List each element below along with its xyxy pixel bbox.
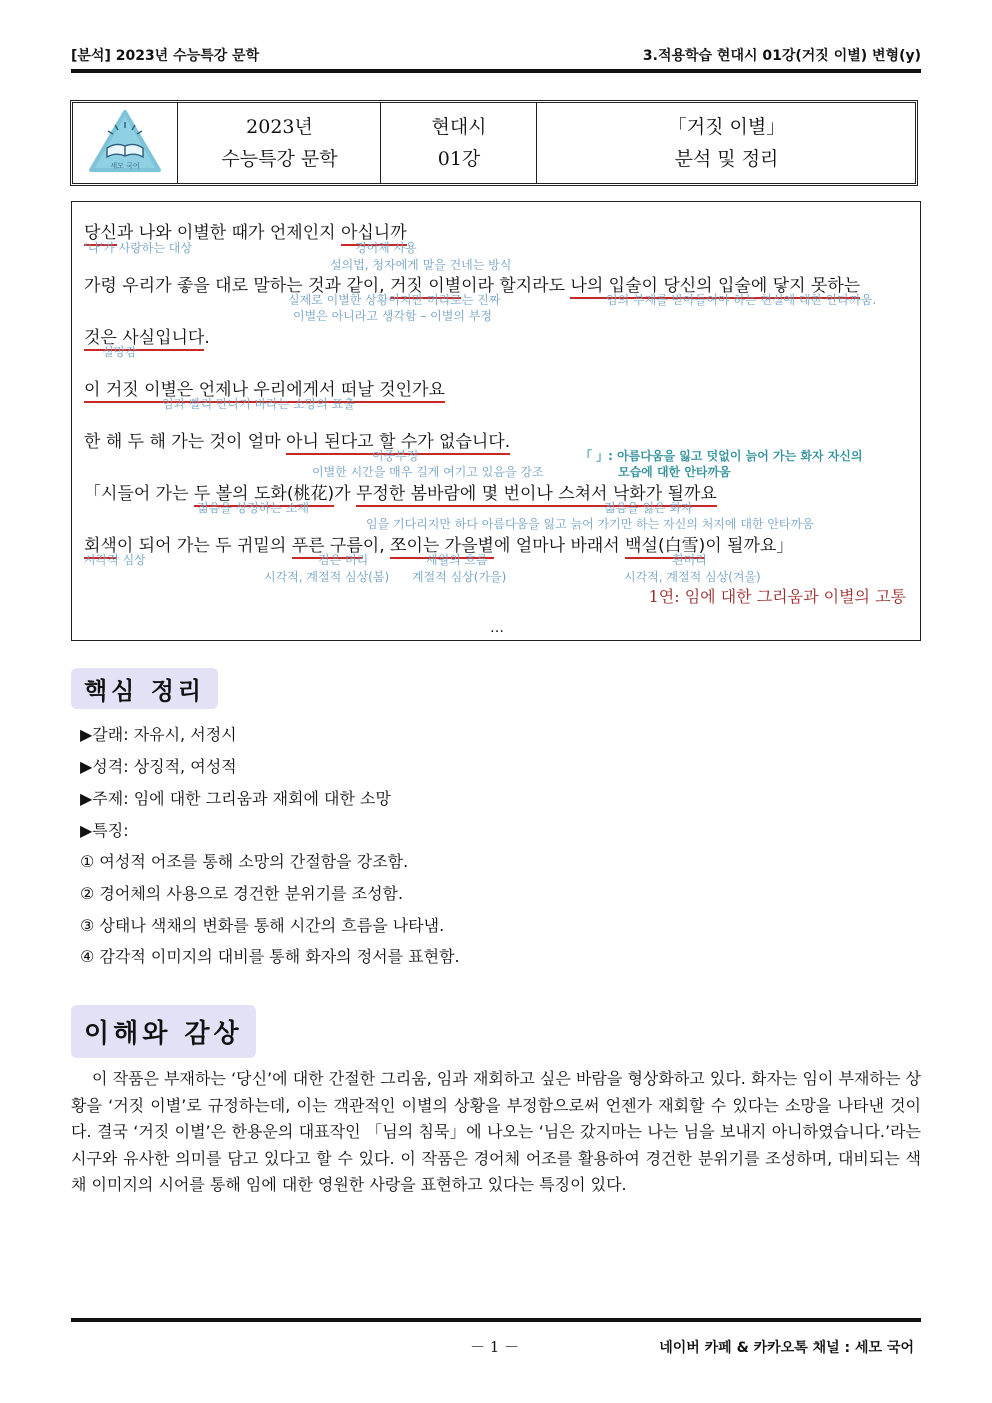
header-left: [분석] 2023년 수능특강 문학 <box>71 48 260 64</box>
poem-line-5: 한 해 두 해 가는 것이 얼마 아니 된다고 할 수가 없습니다. <box>84 427 510 452</box>
logo-cell <box>73 103 177 183</box>
core-item-theme: ▶주제: 임에 대한 그리움과 재회에 대한 소망 <box>80 789 391 808</box>
header-rule <box>71 69 921 73</box>
lesson-number: 01강 <box>437 148 481 170</box>
annotation: 실망감 <box>102 345 137 359</box>
annotation: ‘나’가 사랑하는 대상 <box>84 241 192 255</box>
annotation: 젊음을 상징하는 소재 <box>197 501 309 515</box>
page-number: － 1 － <box>470 1338 520 1356</box>
poem-line-7: 회색이 되어 가는 두 귀밑의 푸른 구름이, 쪼이는 가을볕에 얼마나 바래서 백설(白雪)이 될까요」 <box>84 531 793 556</box>
feature-item: ③ 상태나 색채의 변화를 통해 시간의 흐름을 나타냄. <box>80 916 445 935</box>
poem-line-4: 이 거짓 이별은 언제나 우리에게서 떠날 것인가요 <box>84 375 445 400</box>
work-subtitle: 분석 및 정리 <box>674 148 779 170</box>
stanza-summary: 1연: 임에 대한 그리움과 이별의 고통 <box>648 587 906 606</box>
book-year: 2023년 <box>246 116 313 138</box>
book-title-cell <box>177 103 381 183</box>
annotation: 시각적, 계절적 심상(겨울) <box>624 570 761 584</box>
core-item-character: ▶성격: 상징적, 여성적 <box>80 757 237 776</box>
core-item-features: ▶특징: <box>80 821 129 840</box>
poem-line-3: 것은 사실입니다. <box>84 323 210 348</box>
appreciation-section-title: 이해와 감상 <box>71 1005 256 1058</box>
annotation: 임을 기다리지만 하다 아름다움을 잃고 늙어 가기만 하는 자신의 처지에 대한 안타까움 <box>366 517 814 531</box>
annotation: 검은 머리 <box>318 553 369 567</box>
poem-line-1: 당신과 나와 이별한 때가 언제인지 아십니까 <box>84 218 407 243</box>
annotation: 임의 부재를 받아들여야 하는 현실에 대한 안타까움. <box>606 293 877 307</box>
poem-line-2: 가령 우리가 좋을 대로 말하는 것과 같이, 거짓 이별이라 할지라도 나의 입술이 당신의 입술에 닿지 못하는 <box>84 271 860 296</box>
poem-box <box>71 201 921 641</box>
poem-line-6: 「시들어 가는 두 볼의 도화(桃花)가 무정한 봄바람에 몇 번이나 스쳐서 낙화가 될까요 <box>84 479 717 504</box>
bracket-annotation: 모습에 대한 안타까움 <box>618 465 731 479</box>
book-logo-icon <box>87 108 163 178</box>
genre-cell <box>380 103 537 183</box>
core-section-title: 핵심 정리 <box>71 668 218 709</box>
title-box <box>70 100 918 186</box>
annotation: 이중부정 <box>372 449 419 463</box>
work-title: 「거짓 이별」 <box>667 116 786 138</box>
annotation: 시각적, 계절적 심상(봄) <box>264 570 390 584</box>
bracket-annotation: 「 」: 아름다움을 잃고 덧없이 늙어 가는 화자 자신의 <box>580 449 863 463</box>
footer-rule <box>71 1318 921 1322</box>
feature-item: ① 여성적 어조를 통해 소망의 간절함을 강조함. <box>80 852 409 871</box>
annotation: 흰머리 <box>672 553 707 567</box>
feature-item: ④ 감각적 이미지의 대비를 통해 화자의 정서를 표현함. <box>80 947 460 966</box>
annotation: 실제로 이별한 상황이지만 머리로는 진짜 <box>288 293 501 307</box>
book-name: 수능특강 문학 <box>221 148 338 170</box>
header-right: 3.적용학습 현대시 01강(거짓 이별) 변형(y) <box>642 48 921 64</box>
annotation: 임과 빨리 만나기 바라는 소망의 표출 <box>162 397 355 411</box>
annotation: 경어체 사용 <box>355 241 417 255</box>
feature-item: ② 경어체의 사용으로 경건한 분위기를 조성함. <box>80 884 404 903</box>
work-title-cell <box>536 103 916 183</box>
annotation: 젊음을 잃은 화자 <box>604 501 693 515</box>
annotation: 세월의 흐름 <box>426 553 488 567</box>
genre: 현대시 <box>431 116 487 138</box>
annotation: 계절적 심상(가을) <box>412 570 507 584</box>
annotation: 설의법, 청자에게 말을 건네는 방식 <box>330 258 512 272</box>
annotation: 시각적 심상 <box>84 553 146 567</box>
core-item-genre: ▶갈래: 자유시, 서정시 <box>80 725 237 744</box>
poem-ellipsis: … <box>490 620 504 636</box>
appreciation-paragraph: 이 작품은 부재하는 ‘당신’에 대한 간절한 그리움, 임과 재회하고 싶은 바람을 형상화하고 있다. 화자는 임이 부재하는 상황을 ‘거짓 이별’로 규정하는데, 이는 객관적인 이별의 상황을 부정함으로써 언젠가 재회할 수 있다는 소망을 나타낸 것이다. 결국 ‘거짓 이별’은 한용운의 대표작인 「님의 침묵」에 나오는 ‘님은 갔지마는 나는 님을 보내지 아니하였습니다.’라는 시구와 유사한 의미를 담고 있다고 할 수 있다. 이 작품은 경어체 어조를 활용하여 경건한 분위기를 조성하며, 대비되는 색채 이미지의 시어를 통해 임에 대한 영원한 사랑을 표현하고 있다는 특징이 있다. <box>71 1069 921 1194</box>
annotation: 이별한 시간을 매우 길게 여기고 있음을 강조 <box>312 465 544 479</box>
annotation: 이별은 아니라고 생각함 – 이별의 부정 <box>293 309 492 323</box>
footer-channel: 네이버 카페 & 카카오톡 채널 : 세모 국어 <box>659 1340 914 1356</box>
svg-text:세모 국어: 세모 국어 <box>110 162 140 170</box>
